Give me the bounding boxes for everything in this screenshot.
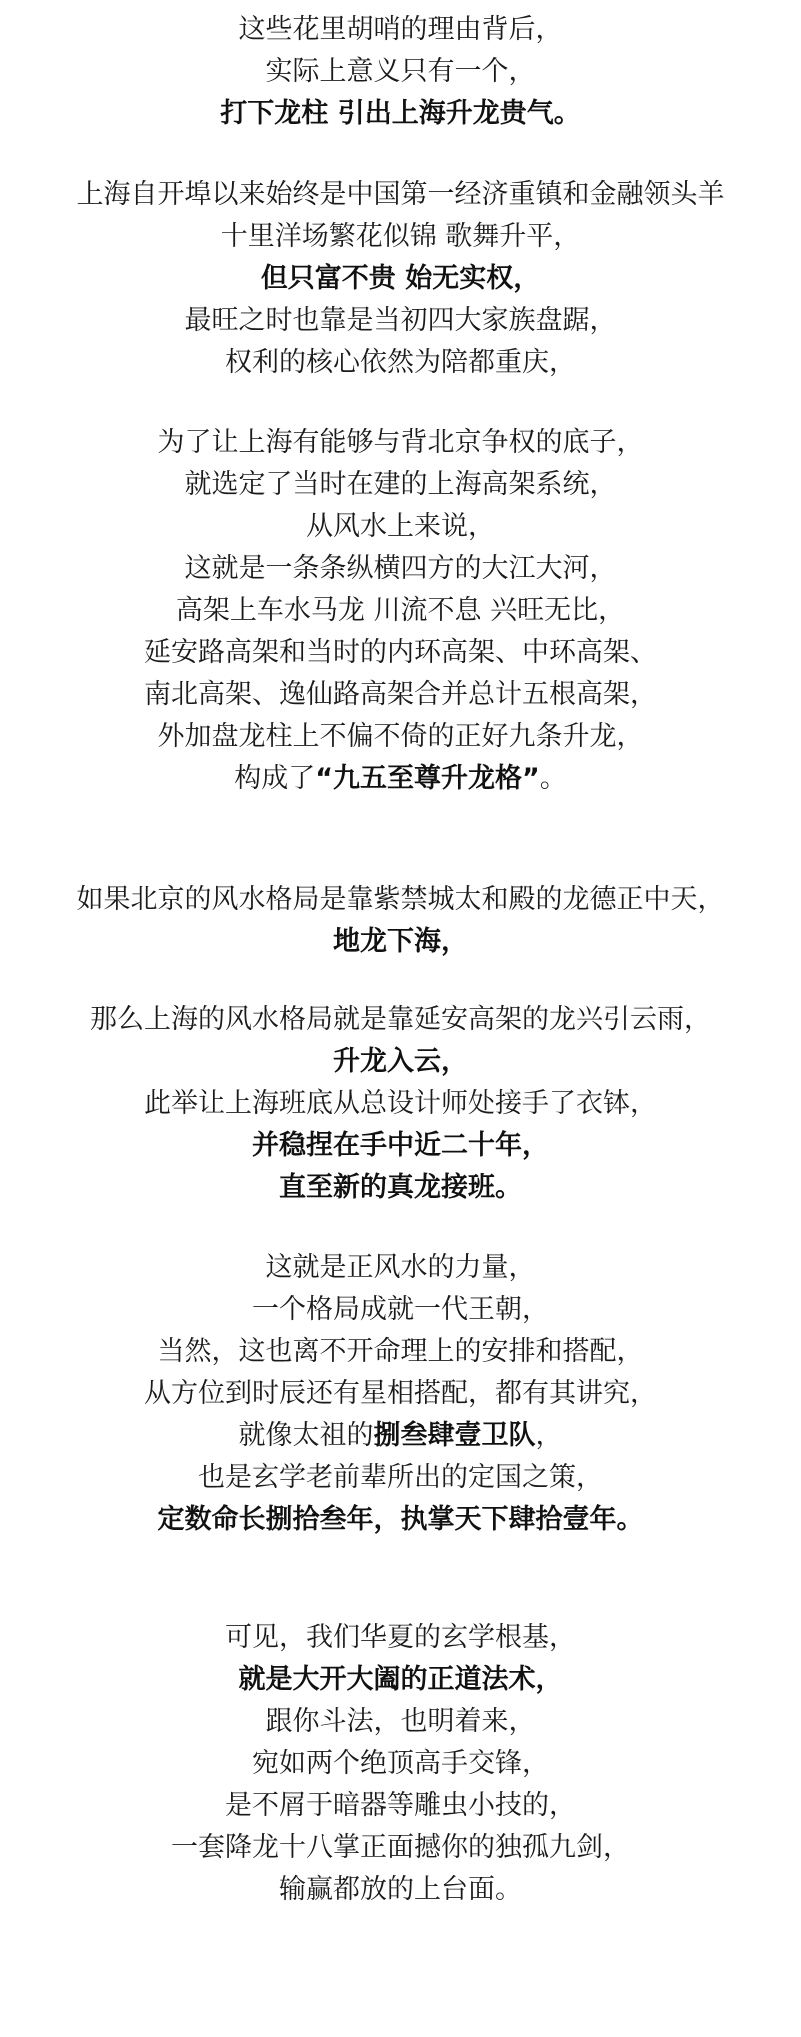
text-segment: 就像太祖的	[238, 1420, 374, 1451]
text-line: 这就是一条条纵横四方的大江大河，	[184, 553, 617, 584]
text-line: 如果北京的风水格局是靠紫禁城太和殿的龙德正中天，	[76, 884, 725, 915]
text-line: 当然，这也离不开命理上的安排和搭配，	[157, 1336, 644, 1367]
text-line-bold: 地龙下海，	[333, 926, 468, 957]
text-line: 跟你斗法，也明着来，	[265, 1706, 536, 1737]
text-line-bold: 打下龙柱 引出上海升龙贵气。	[220, 98, 581, 129]
text-line: 这些花里胡哨的理由背后，	[238, 14, 563, 45]
text-segment: 。	[539, 763, 567, 794]
text-line-bold: 升龙入云，	[333, 1046, 468, 1077]
text-line: 高架上车水马龙 川流不息 兴旺无比，	[175, 595, 626, 626]
text-line: 这就是正风水的力量，	[265, 1252, 536, 1283]
text-segment: ，	[535, 1420, 563, 1451]
text-line: 延安路高架和当时的内环高架、中环高架、	[144, 637, 657, 668]
text-line: 权利的核心依然为陪都重庆，	[225, 347, 576, 378]
text-line: 最旺之时也靠是当初四大家族盘踞，	[184, 305, 617, 336]
text-line: 宛如两个绝顶高手交锋，	[252, 1748, 549, 1779]
text-line: 从方位到时辰还有星相搭配，都有其讲究，	[144, 1378, 657, 1409]
text-line-mixed	[0, 1416, 801, 1456]
text-line: 一个格局成就一代王朝，	[252, 1294, 549, 1325]
text-line: 十里洋场繁花似锦 歌舞升平，	[220, 221, 581, 252]
text-line-bold: 但只富不贵 始无实权，	[260, 263, 541, 294]
text-line: 输赢都放的上台面。	[279, 1874, 522, 1905]
text-line: 外加盘龙柱上不偏不倚的正好九条升龙，	[157, 721, 644, 752]
text-line-bold: 直至新的真龙接班。	[279, 1172, 522, 1203]
text-line-bold: 就是大开大阖的正道法术，	[238, 1664, 563, 1695]
text-line: 为了让上海有能够与背北京争权的底子，	[157, 427, 644, 458]
text-line: 此举让上海班底从总设计师处接手了衣钵，	[144, 1088, 657, 1119]
text-line: 可见，我们华夏的玄学根基，	[225, 1622, 576, 1653]
text-line: 上海自开埠以来始终是中国第一经济重镇和金融领头羊	[76, 179, 725, 210]
text-line-mixed	[0, 759, 801, 799]
text-segment: 构成了	[234, 763, 316, 794]
text-line: 也是玄学老前辈所出的定国之策，	[198, 1462, 603, 1493]
text-line: 就选定了当时在建的上海高架系统，	[184, 469, 617, 500]
text-line-bold: 定数命长捌拾叁年，执掌天下肆拾壹年。	[157, 1504, 644, 1535]
text-line: 一套降龙十八掌正面撼你的独孤九剑，	[171, 1832, 630, 1863]
text-segment-bold: “九五至尊升龙格”	[315, 763, 540, 794]
text-line: 是不屑于暗器等雕虫小技的，	[225, 1790, 576, 1821]
text-segment-bold: 捌叁肆壹卫队	[373, 1420, 536, 1451]
text-line-bold: 并稳捏在手中近二十年，	[252, 1130, 549, 1161]
text-line: 南北高架、逸仙路高架合并总计五根高架，	[144, 679, 657, 710]
text-line: 从风水上来说，	[306, 511, 495, 542]
text-line: 实际上意义只有一个，	[265, 56, 536, 87]
text-line: 那么上海的风水格局就是靠延安高架的龙兴引云雨，	[90, 1004, 711, 1035]
